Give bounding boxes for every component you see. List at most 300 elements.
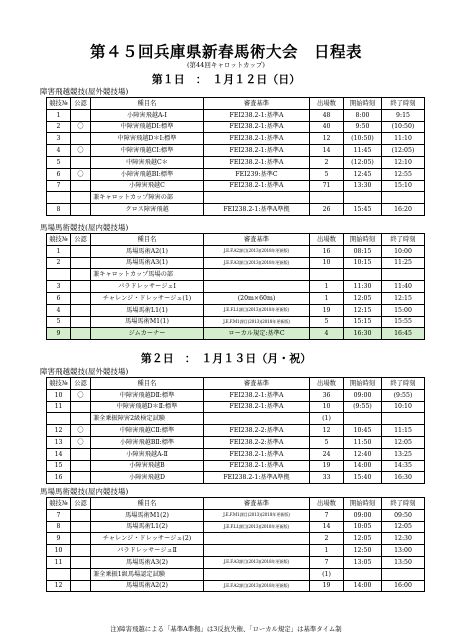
column-header-cert: 公認 xyxy=(71,378,91,390)
cell-event: 中障害飛越D＊Ⅰ:標準 xyxy=(91,133,204,145)
table-row xyxy=(47,509,425,521)
cell-event: 中障害飛越C＊ xyxy=(91,156,204,168)
header-row xyxy=(47,234,425,246)
cell-event: 中障害飛越DⅠ:標準 xyxy=(91,121,204,133)
cell-criteria: (20m×60m) xyxy=(204,292,310,304)
header-row xyxy=(47,498,425,510)
cell-end: 12:10 xyxy=(382,156,425,168)
day2-jump-section-title: 障害飛越競技(屋外競技場) xyxy=(40,367,129,376)
cell-event: 中障害飛越D＊Ⅱ:標準 xyxy=(91,401,204,413)
column-header-end: 終了時刻 xyxy=(382,378,425,390)
cell-criteria xyxy=(204,192,310,204)
day1-jump-section-title: 障害飛越競技(屋外競技場) xyxy=(40,87,129,96)
cell-no: 5 xyxy=(47,156,71,168)
cell-criteria: J.E.F.A2課目(2013)(2018年更新版) xyxy=(204,245,310,257)
cell-no xyxy=(47,192,71,204)
header-row xyxy=(47,98,425,110)
day1-label: 第１日 ： １月１２日（日） xyxy=(151,73,301,86)
cell-start: 13:30 xyxy=(344,180,382,192)
cell-start: 8:00 xyxy=(344,109,382,121)
table-row xyxy=(47,156,425,168)
cell-end xyxy=(382,192,425,204)
column-header-criteria: 審査基準 xyxy=(204,234,310,246)
cell-end: 12:05 xyxy=(382,436,425,448)
cell-entries: 14 xyxy=(310,145,344,157)
cell-criteria: ローカル規定:基準C xyxy=(204,328,310,340)
cell-event: 馬場馬術A2(2) xyxy=(91,580,204,592)
cell-criteria: FEI238.2-1:基準A xyxy=(204,389,310,401)
cell-end xyxy=(382,568,425,580)
cell-entries: 19 xyxy=(310,460,344,472)
cell-cert xyxy=(71,156,91,168)
cell-start: 16:30 xyxy=(344,328,382,340)
cell-entries xyxy=(310,192,344,204)
cell-entries: 40 xyxy=(310,121,344,133)
day1-dressage-section-title: 馬場馬術競技(屋内競技場) xyxy=(40,223,129,232)
cell-end: 9:15 xyxy=(382,109,425,121)
cell-end: (10:50) xyxy=(382,121,425,133)
table-row xyxy=(47,204,425,216)
cell-end: 12:05 xyxy=(382,521,425,533)
table-row xyxy=(47,133,425,145)
cell-event: パラドレッサージュⅠ xyxy=(91,281,204,293)
cell-end: 16:30 xyxy=(382,472,425,484)
cell-criteria: FEI238.2-1:基準A xyxy=(204,460,310,472)
cell-no: 3 xyxy=(47,133,71,145)
cell-criteria xyxy=(204,269,310,281)
table-row xyxy=(47,328,425,340)
table-row xyxy=(47,109,425,121)
cell-no: 12 xyxy=(47,425,71,437)
header-row xyxy=(47,378,425,390)
cell-entries: 19 xyxy=(310,304,344,316)
cell-cert xyxy=(71,556,91,568)
cell-end: 16:20 xyxy=(382,204,425,216)
cell-criteria: FEI238.2-2:基準A xyxy=(204,436,310,448)
cell-cert xyxy=(71,316,91,328)
table-row xyxy=(47,292,425,304)
cell-start: 11:45 xyxy=(344,145,382,157)
cell-start: (10:50) xyxy=(344,133,382,145)
table-row xyxy=(47,245,425,257)
cell-cert xyxy=(71,304,91,316)
cell-event: チャレンジ・ドレッサージュ(1) xyxy=(91,292,204,304)
cell-cert: 〇 xyxy=(71,168,91,180)
column-header-entries: 出場数 xyxy=(310,234,344,246)
column-header-end: 終了時刻 xyxy=(382,234,425,246)
cell-start: 13:05 xyxy=(344,556,382,568)
cell-cert xyxy=(71,269,91,281)
cell-no: 2 xyxy=(47,257,71,269)
cell-end: 12:30 xyxy=(382,533,425,545)
cell-start: 14:00 xyxy=(344,460,382,472)
cell-end: 11:15 xyxy=(382,425,425,437)
day2-label: 第２日 ： １月１３日（月・祝） xyxy=(140,352,312,365)
table-row xyxy=(47,281,425,293)
cell-event: 中障害飛越DⅡ:標準 xyxy=(91,389,204,401)
cell-end: 13:00 xyxy=(382,545,425,557)
cell-entries: 71 xyxy=(310,180,344,192)
cell-event: 小障害飛越A-Ⅱ xyxy=(91,448,204,460)
cell-start: 08:15 xyxy=(344,245,382,257)
cell-end: 16:00 xyxy=(382,580,425,592)
cell-end: 15:10 xyxy=(382,180,425,192)
cell-entries: 4 xyxy=(310,328,344,340)
cell-entries: 5 xyxy=(310,168,344,180)
column-header-event: 種目名 xyxy=(91,234,204,246)
column-header-no: 競技№ xyxy=(47,234,71,246)
cell-entries: 24 xyxy=(310,448,344,460)
table-row xyxy=(47,472,425,484)
cell-cert xyxy=(71,192,91,204)
cell-cert xyxy=(71,448,91,460)
cell-criteria: FEI238.2-1:基準A準拠 xyxy=(204,204,310,216)
cell-event: 中障害飛越CⅡ:標準 xyxy=(91,425,204,437)
cell-cert xyxy=(71,245,91,257)
cell-entries: 1 xyxy=(310,545,344,557)
cell-criteria: FEI238.2-1:基準A準拠 xyxy=(204,472,310,484)
cell-criteria: FEI238.2-1:基準A xyxy=(204,133,310,145)
cell-no: 8 xyxy=(47,521,71,533)
cell-event: 馬場馬術A2(1) xyxy=(91,245,204,257)
cell-start: 11:50 xyxy=(344,436,382,448)
cell-start: 10:05 xyxy=(344,521,382,533)
cell-entries: 7 xyxy=(310,556,344,568)
cell-no: 8 xyxy=(47,204,71,216)
cell-no: 7 xyxy=(47,509,71,521)
cell-no: 4 xyxy=(47,304,71,316)
cell-event: 馬場馬術L1(2) xyxy=(91,521,204,533)
cell-start: (9:55) xyxy=(344,401,382,413)
cell-event: パラドレッサージュⅡ xyxy=(91,545,204,557)
cell-end: (9:55) xyxy=(382,389,425,401)
table-row xyxy=(47,401,425,413)
table-row xyxy=(47,269,425,281)
cell-start: 14:00 xyxy=(344,580,382,592)
table-row xyxy=(47,413,425,425)
column-header-entries: 出場数 xyxy=(310,498,344,510)
cell-end: 11:10 xyxy=(382,133,425,145)
cell-no: 13 xyxy=(47,436,71,448)
cell-criteria xyxy=(204,545,310,557)
cell-cert: 〇 xyxy=(71,425,91,437)
cell-event: 馬場馬術M1(1) xyxy=(91,316,204,328)
cell-cert xyxy=(71,521,91,533)
cell-no xyxy=(47,269,71,281)
cell-criteria: FEI238.2-1:基準A xyxy=(204,401,310,413)
cell-event: チャレンジ・ドレッサージュ(2) xyxy=(91,533,204,545)
cell-criteria: J.E.F.A3課目(2013)(2018年更新版) xyxy=(204,556,310,568)
cell-start: 12:40 xyxy=(344,448,382,460)
cell-criteria: J.E.F.M1課目(2013)(2018年更新版) xyxy=(204,509,310,521)
cell-start: 10:45 xyxy=(344,425,382,437)
cell-end: 15:55 xyxy=(382,316,425,328)
cell-no: 10 xyxy=(47,545,71,557)
column-header-cert: 公認 xyxy=(71,498,91,510)
column-header-end: 終了時刻 xyxy=(382,98,425,110)
cell-criteria: FEI238.2-1:基準A xyxy=(204,145,310,157)
cell-start: 12:05 xyxy=(344,533,382,545)
cell-end: 10:10 xyxy=(382,401,425,413)
cell-start: 15:15 xyxy=(344,316,382,328)
cell-cert xyxy=(71,533,91,545)
column-header-event: 種目名 xyxy=(91,378,204,390)
cell-criteria: FEI238.2-1:基準A xyxy=(204,109,310,121)
cell-no: 15 xyxy=(47,460,71,472)
page-title: 第４５回兵庫県新春馬術大会 日程表 xyxy=(89,42,362,61)
column-header-start: 開始時刻 xyxy=(344,378,382,390)
day2-dressage-section-title: 馬場馬術競技(屋内競技場) xyxy=(40,487,129,496)
cell-end: 11:40 xyxy=(382,281,425,293)
table-row xyxy=(47,316,425,328)
cell-event: 小障害飛越BⅡ:標準 xyxy=(91,436,204,448)
cell-entries: 1 xyxy=(310,281,344,293)
cell-cert xyxy=(71,292,91,304)
cell-start: (12:05) xyxy=(344,156,382,168)
cell-end: 16:45 xyxy=(382,328,425,340)
cell-end: 14:35 xyxy=(382,460,425,472)
cell-criteria xyxy=(204,281,310,293)
cell-event: 小障害飛越A-Ⅰ xyxy=(91,109,204,121)
cell-entries: 33 xyxy=(310,472,344,484)
cell-no: 1 xyxy=(47,245,71,257)
cell-entries: 5 xyxy=(310,316,344,328)
cell-start: 12:05 xyxy=(344,292,382,304)
table-row xyxy=(47,389,425,401)
table-row xyxy=(47,556,425,568)
cell-event: 馬場馬術L1(1) xyxy=(91,304,204,316)
cell-cert xyxy=(71,401,91,413)
cell-entries: (1) xyxy=(310,568,344,580)
table-row xyxy=(47,580,425,592)
cell-end: 12:15 xyxy=(382,292,425,304)
cell-criteria xyxy=(204,533,310,545)
cell-entries: 2 xyxy=(310,156,344,168)
cell-no: 4 xyxy=(47,145,71,157)
cell-end xyxy=(382,269,425,281)
column-header-entries: 出場数 xyxy=(310,378,344,390)
cell-criteria: FEI238.2-1:基準A xyxy=(204,448,310,460)
cell-entries: 36 xyxy=(310,389,344,401)
cell-start xyxy=(344,269,382,281)
column-header-start: 開始時刻 xyxy=(344,498,382,510)
cell-entries: 26 xyxy=(310,204,344,216)
cell-event: 兼全乗振1級馬場認定試験 xyxy=(91,568,204,580)
cell-entries xyxy=(310,269,344,281)
column-header-start: 開始時刻 xyxy=(344,234,382,246)
cell-criteria: J.E.F.L1課目(2013)(2018年更新版) xyxy=(204,521,310,533)
table-row xyxy=(47,121,425,133)
cell-end: 09:50 xyxy=(382,509,425,521)
column-header-cert: 公認 xyxy=(71,98,91,110)
cell-start xyxy=(344,568,382,580)
column-header-criteria: 審査基準 xyxy=(204,498,310,510)
cell-cert xyxy=(71,257,91,269)
cell-event: 馬場馬術A3(1) xyxy=(91,257,204,269)
cell-end: (12:05) xyxy=(382,145,425,157)
day2-dressage-table xyxy=(46,497,425,592)
footer-note: 注)障害飛越による「基準A準拠」は3反抗失権、「ローカル規定」は基準タイム制 xyxy=(110,625,342,633)
cell-cert: 〇 xyxy=(71,389,91,401)
cell-criteria: FEI238.2-1:基準A xyxy=(204,156,310,168)
cell-start: 9:50 xyxy=(344,121,382,133)
cell-cert: 〇 xyxy=(71,145,91,157)
cell-no: 5 xyxy=(47,316,71,328)
cell-cert xyxy=(71,568,91,580)
cell-end: 15:00 xyxy=(382,304,425,316)
table-row xyxy=(47,304,425,316)
cell-no xyxy=(47,568,71,580)
cell-end: 13:50 xyxy=(382,556,425,568)
table-row xyxy=(47,448,425,460)
table-row xyxy=(47,180,425,192)
cell-start: 09:00 xyxy=(344,389,382,401)
column-header-entries: 出場数 xyxy=(310,98,344,110)
table-row xyxy=(47,192,425,204)
cell-entries: 5 xyxy=(310,436,344,448)
cell-no: 7 xyxy=(47,180,71,192)
column-header-event: 種目名 xyxy=(91,498,204,510)
cell-entries: 12 xyxy=(310,425,344,437)
cell-criteria: FEI239:基準C xyxy=(204,168,310,180)
cell-event: クロス障害飛越 xyxy=(91,204,204,216)
cell-start: 10:15 xyxy=(344,257,382,269)
column-header-start: 開始時刻 xyxy=(344,98,382,110)
cell-start: 09:00 xyxy=(344,509,382,521)
table-row xyxy=(47,521,425,533)
cell-criteria: FEI238.2-1:基準A xyxy=(204,180,310,192)
page-subtitle: (第44回キャロットカップ) xyxy=(187,61,265,69)
column-header-no: 競技№ xyxy=(47,498,71,510)
cell-no: 11 xyxy=(47,556,71,568)
cell-cert xyxy=(71,580,91,592)
cell-event: 小障害飛越C xyxy=(91,180,204,192)
cell-start: 15:40 xyxy=(344,472,382,484)
cell-start xyxy=(344,413,382,425)
cell-no: 16 xyxy=(47,472,71,484)
table-row xyxy=(47,168,425,180)
column-header-criteria: 審査基準 xyxy=(204,378,310,390)
cell-entries: 12 xyxy=(310,133,344,145)
cell-cert xyxy=(71,180,91,192)
column-header-no: 競技№ xyxy=(47,378,71,390)
cell-event: 馬場馬術A3(2) xyxy=(91,556,204,568)
cell-no: 2 xyxy=(47,121,71,133)
cell-entries: 19 xyxy=(310,580,344,592)
cell-event: 兼キャロットカップ馬場の部 xyxy=(91,269,204,281)
cell-cert xyxy=(71,204,91,216)
cell-start: 15:45 xyxy=(344,204,382,216)
cell-no: 9 xyxy=(47,533,71,545)
cell-no xyxy=(47,413,71,425)
cell-criteria: J.E.F.A2課目(2013)(2018年更新版) xyxy=(204,580,310,592)
cell-no: 11 xyxy=(47,401,71,413)
cell-no: 6 xyxy=(47,168,71,180)
cell-start: 12:45 xyxy=(344,168,382,180)
cell-event: 小障害飛越B xyxy=(91,460,204,472)
cell-criteria: J.E.F.A3課目(2013)(2018年更新版) xyxy=(204,257,310,269)
cell-start: 11:30 xyxy=(344,281,382,293)
cell-entries: (1) xyxy=(310,413,344,425)
table-row xyxy=(47,568,425,580)
cell-criteria xyxy=(204,413,310,425)
table-row xyxy=(47,145,425,157)
column-header-cert: 公認 xyxy=(71,234,91,246)
table-row xyxy=(47,460,425,472)
cell-criteria: J.E.F.M1課目(2013)(2018年更新版) xyxy=(204,316,310,328)
cell-event: 兼全乗振障害2級検定試験 xyxy=(91,413,204,425)
table-row xyxy=(47,436,425,448)
cell-criteria xyxy=(204,568,310,580)
cell-cert: 〇 xyxy=(71,121,91,133)
table-row xyxy=(47,533,425,545)
table-row xyxy=(47,545,425,557)
cell-criteria: FEI238.2-1:基準A xyxy=(204,121,310,133)
cell-no: 14 xyxy=(47,448,71,460)
cell-entries: 16 xyxy=(310,245,344,257)
cell-start xyxy=(344,192,382,204)
day2-jump-table xyxy=(46,377,425,484)
column-header-end: 終了時刻 xyxy=(382,498,425,510)
cell-no: 1 xyxy=(47,109,71,121)
column-header-no: 競技№ xyxy=(47,98,71,110)
column-header-event: 種目名 xyxy=(91,98,204,110)
cell-no: 9 xyxy=(47,328,71,340)
cell-end: 13:25 xyxy=(382,448,425,460)
cell-entries: 14 xyxy=(310,521,344,533)
cell-criteria: FEI238.2-2:基準A xyxy=(204,425,310,437)
cell-event: 馬場馬術M1(2) xyxy=(91,509,204,521)
cell-entries: 10 xyxy=(310,401,344,413)
cell-no: 6 xyxy=(47,292,71,304)
cell-event: 小障害飛越BⅠ:標準 xyxy=(91,168,204,180)
cell-entries: 7 xyxy=(310,509,344,521)
day1-dressage-table xyxy=(46,233,425,340)
cell-start: 12:15 xyxy=(344,304,382,316)
cell-event: 中障害飛越CⅠ:標準 xyxy=(91,145,204,157)
cell-no: 3 xyxy=(47,281,71,293)
cell-end: 11:25 xyxy=(382,257,425,269)
cell-cert xyxy=(71,509,91,521)
column-header-criteria: 審査基準 xyxy=(204,98,310,110)
cell-cert xyxy=(71,328,91,340)
cell-cert xyxy=(71,545,91,557)
cell-end xyxy=(382,413,425,425)
cell-cert: 〇 xyxy=(71,436,91,448)
cell-cert xyxy=(71,281,91,293)
cell-event: ジムカーナー xyxy=(91,328,204,340)
cell-cert xyxy=(71,133,91,145)
cell-no: 10 xyxy=(47,389,71,401)
table-row xyxy=(47,425,425,437)
cell-event: 小障害飛越D xyxy=(91,472,204,484)
table-row xyxy=(47,257,425,269)
cell-entries: 10 xyxy=(310,257,344,269)
cell-entries: 2 xyxy=(310,533,344,545)
cell-end: 12:55 xyxy=(382,168,425,180)
cell-cert xyxy=(71,413,91,425)
cell-no: 12 xyxy=(47,580,71,592)
cell-cert xyxy=(71,472,91,484)
cell-start: 12:50 xyxy=(344,545,382,557)
cell-end: 10:00 xyxy=(382,245,425,257)
cell-entries: 48 xyxy=(310,109,344,121)
cell-criteria: J.E.F.L1課目(2013)(2018年更新版) xyxy=(204,304,310,316)
cell-event: 兼キャロットカップ障害の部 xyxy=(91,192,204,204)
cell-cert xyxy=(71,109,91,121)
cell-cert xyxy=(71,460,91,472)
day1-jump-table xyxy=(46,97,425,216)
